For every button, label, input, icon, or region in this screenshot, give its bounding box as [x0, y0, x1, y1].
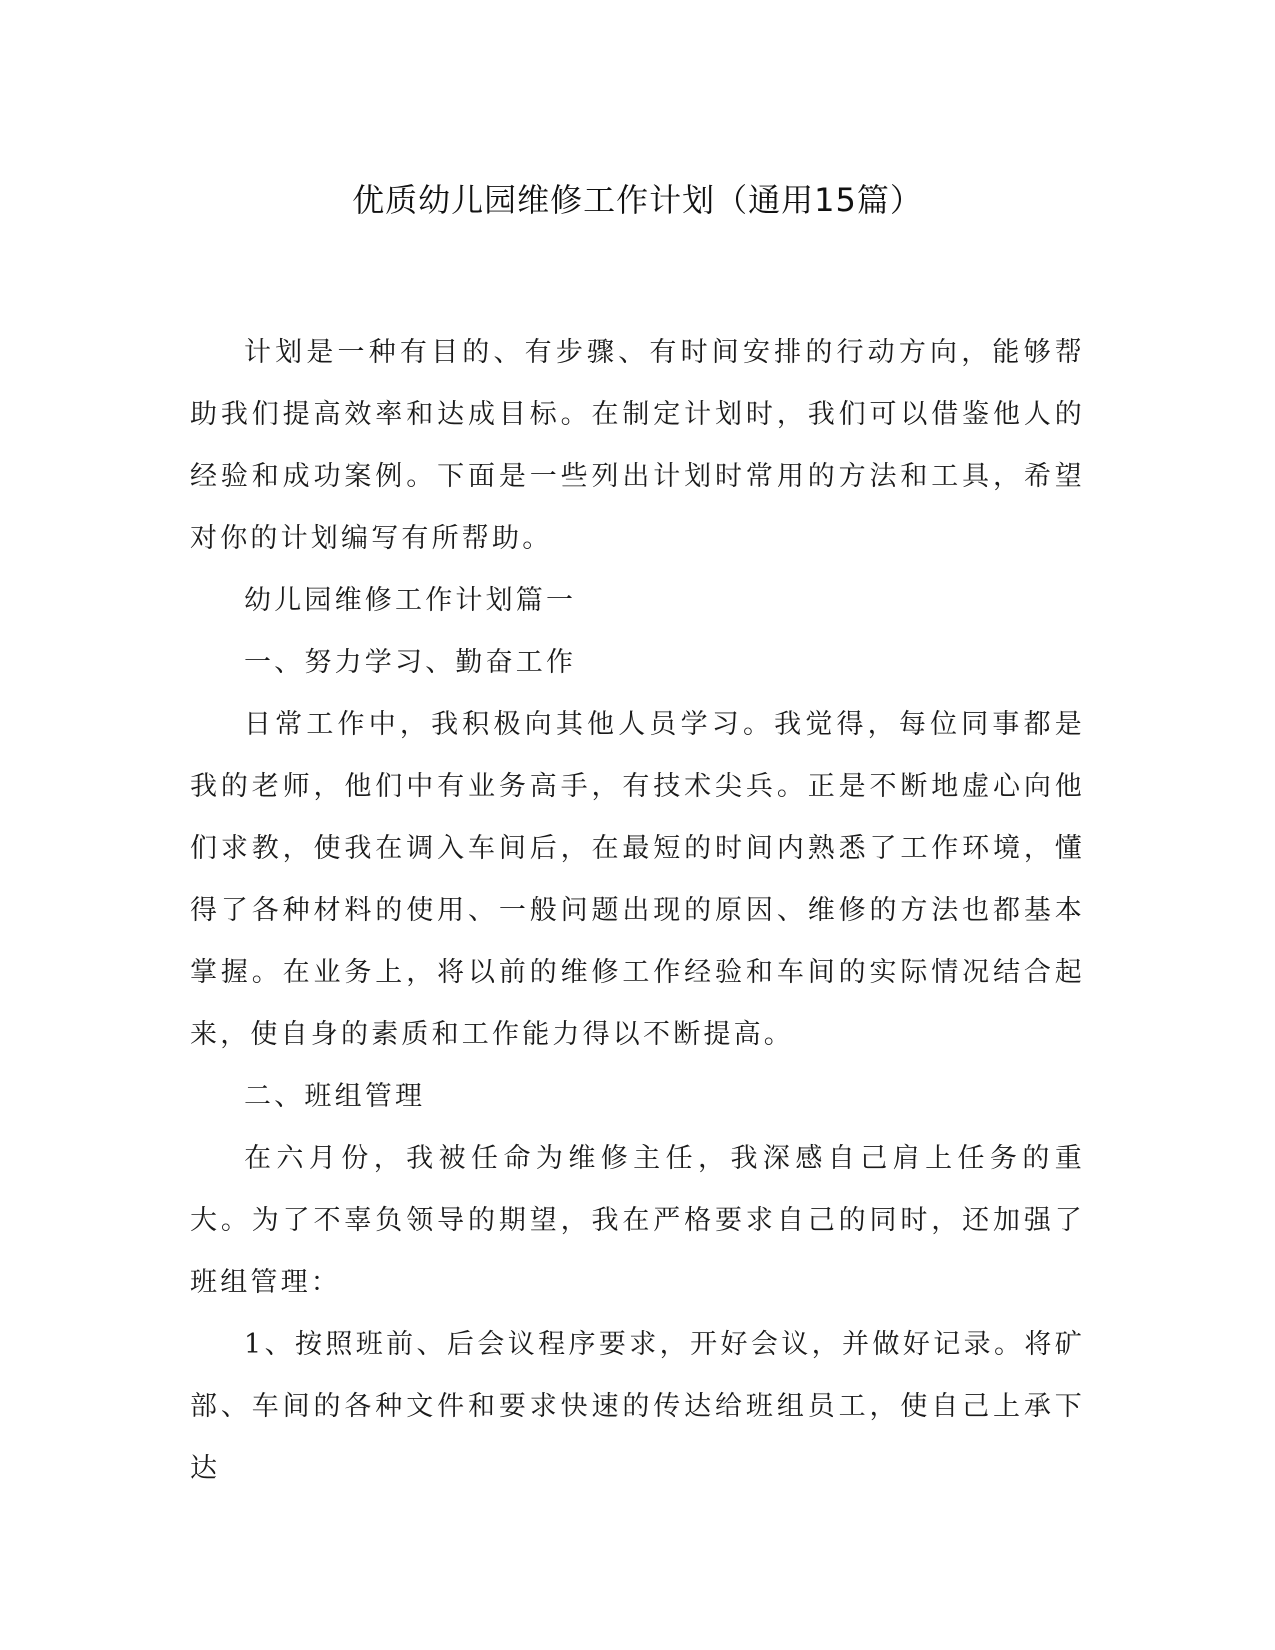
list-item: 1、按照班前、后会议程序要求，开好会议，并做好记录。将矿部、车间的各种文件和要求快速的传达给班组员工，使自己上承下达: [190, 1329, 1085, 1484]
subheading-team-management: 二、班组管理: [244, 1081, 426, 1112]
intro-paragraph: 计划是一种有目的、有步骤、有时间安排的行动方向，能够帮助我们提高效率和达成目标。在制定计划时，我们可以借鉴他人的经验和成功案例。下面是一些列出计划时常用的方法和工具，希望对你的计划编写有所帮助。: [190, 337, 1085, 554]
body-paragraph: 在六月份，我被任命为维修主任，我深感自己肩上任务的重大。为了不辜负领导的期望，我在严格要求自己的同时，还加强了班组管理：: [190, 1143, 1085, 1298]
body-paragraph: 日常工作中，我积极向其他人员学习。我觉得，每位同事都是我的老师，他们中有业务高手，有技术尖兵。正是不断地虚心向他们求教，使我在调入车间后，在最短的时间内熟悉了工作环境，懂得了各种材料的使用、一般问题出现的原因、维修的方法也都基本掌握。在业务上，将以前的维修工作经验和车间的实际情况结合起来，使自身的素质和工作能力得以不断提高。: [190, 709, 1085, 1050]
document-title: 优质幼儿园维修工作计划（通用15篇）: [352, 181, 923, 219]
document-body: [190, 322, 1085, 1500]
subheading-study: 一、努力学习、勤奋工作: [244, 647, 577, 678]
section-heading: 幼儿园维修工作计划篇一: [244, 585, 577, 616]
